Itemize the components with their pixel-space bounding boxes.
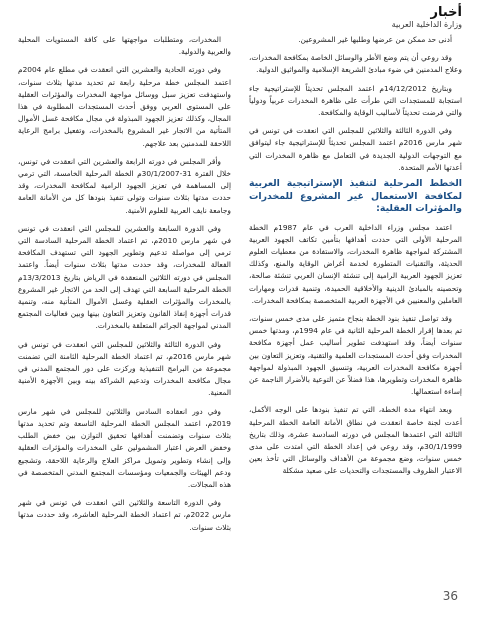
page-header [18,6,462,32]
article-columns [18,34,462,579]
paragraph: وقد تواصل تنفيذ بنود الخطة بنجاح متميز على مدى خمس سنوات، تم بعدها إقرار الخطة المرحلية الثانية في عام 1994م، ومدتها خمس سنوات أيضاً، وقد استهدفت تطوير أساليب عمل أجهزة مكافحة المخدرات وفق أحدث المستجدات العلمية والتقنية، وتعزيز التعاون بين أجهزة مكافحة المخدرات العربية، وتنسيق الجهود المبذولة لمواجهة ظاهرة المخدرات وتطويرها، هذا فضلاً عن التوعية بالأضرار الناجمة عن إساءة استعمالها. [249,313,462,397]
paragraph: وفي الدورة الثالثة والثلاثين للمجلس التي انعقدت في تونس في شهر مارس 2016م اعتمد المجلس تحديثاً للإستراتيجية جاء ليتوافق مع التوجهات الدولية الجديدة في التعامل مع ظاهرة المخدرات التي أعدتها الأمم المتحدة. [249,126,462,172]
paragraph: وفي الدورة السابعة والعشرين للمجلس التي انعقدت في تونس في شهر مارس 2010م، تم اعتماد الخطة المرحلية السادسة التي ترمي إلى مواصلة تدعيم وتطوير الجهود التي تستهدف المكافحة الفعالة للمخدرات، وقد حددت مدتها بثلاث سنوات أيضاً. واعتمد المجلس في دورته الثلاثين المنعقدة في الرياض بتاريخ 13/3/2013م الخطة المرحلية السابعة التي تهدف إلى الحد من الاتجار غير المشروع بالمخدرات والمؤثرات العقلية وغسل الأموال المتأتية منه، وتنمية قدرات أجهزة إنفاذ القانون وتعزيز التعاون بينها وبين فعاليات المجتمع المدني لمواجهة الجرائم المتعلقة بالمخدرات. [18,223,231,331]
paragraph: أدنى حد ممكن من عرضها وطلبها غير المشروعين. [298,35,452,44]
paragraph: وفي الدورة التاسعة والثلاثين التي انعقدت في تونس في شهر مارس 2022م، تم اعتماد الخطة المرحلية العاشرة، وقد حددت مدتها بثلاث سنوات. [18,498,231,532]
magazine-subtitle: وزارة الداخلية العربية [391,20,462,29]
paragraph: وفي دورته الحادية والعشرين التي انعقدت في مطلع عام 2004م اعتمد المجلس خطة مرحلية رابعة تم تحديد مدتها بثلاث سنوات، واستهدفت تعزيز سبل ووسائل مواجهة المخدرات والمؤثرات العقلية على المستوى العربي ووفق أحدث المستجدات المطلوبة في هذا المجال، وكذلك تعزيز الجهود المبذولة في مجال مكافحة غسل الأموال المتأتية من الاتجار غير المشروع بالمخدرات، وتفعيل برامج الرعاية اللاحقة للمدمنين بعد علاجهم. [18,65,231,148]
paragraph: وبعد انتهاء مدة الخطة، التي تم تنفيذ بنودها على الوجه الأكمل، أعدت لجنة خاصة انعقدت في نطاق الأمانة العامة الخطة المرحلية الثالثة التي اعتمدها المجلس في دورته السادسة عشرة، وذلك بتاريخ 30/1/1999م، وقد روعي في إعداد الخطة التي امتدت على مدى خمس سنوات، وضع مجموعة من الأهداف والوسائل التي تأخذ بعين الاعتبار الظروف والمستجدات والتحديات على صعيد مشكلة [249,405,462,476]
paragraph: وبتاريخ 14/12/2012م اعتمد المجلس تحديثاً للإستراتيجية جاء استجابة للمستجدات التي طرأت على ظاهرة المخدرات عربياً ودولياً والتي فرضت تحديثاً لأساليب الوقاية والمكافحة. [249,83,462,118]
left-column [18,34,231,579]
paragraph: اعتمد مجلس وزراء الداخلية العرب في عام 1987م الخطة المرحلية الأولى التي حددت أهدافها بتأمين تكاتف الجهود العربية المشتركة لمواجهة ظاهرة المخدرات، والاستفادة من معطيات العلوم الحديثة، والتقنيات المتطورة لخدمة أغراض الوقاية والمنع، وكذلك تعزيز الجهود العربية الرامية إلى تنشئة الإنسان العربي تنشئة صالحة، وتحصينه بالمبادئ الدينية والأخلاقية الحميدة، وتنمية قدرات ومهارات العاملين والمعنيين في الأجهزة العربية المتخصصة بمكافحة المخدرات. [249,222,462,305]
right-column [249,34,462,579]
paragraph: وقد روعي أن يتم وضع الأطر والوسائل الخاصة بمكافحة المخدرات، وعلاج المدمنين في ضوء مبادئ الشريعة الإسلامية والمواثيق الدولية. [249,53,462,75]
paragraph: المخدرات، ومتطلبات مواجهتها على كافة المستويات المحلية والعربية والدولية. [18,35,231,57]
paragraph: وفي دور انعقاده السادس والثلاثين للمجلس في شهر مارس 2019م، اعتمد المجلس الخطة المرحلية التاسعة وتم تحديد مدتها بثلاث سنوات وتضمنت أهدافها تحقيق التوازن بين خفض الطلب وخفض العرض اعتبار المشمولين على المخدرات والمؤثرات العقلية وإلى إنشاء وتطوير وتمويل مراكز العلاج والرعاية اللاحقة، وتشجيع ودعم الهيئات والجمعيات ومؤسسات المجتمع المدني المتخصصة في هذه المجالات. [18,406,231,489]
paragraph: وأقر المجلس في دورته الرابعة والعشرين التي انعقدت في تونس، خلال الفترة 31-30/1/2007م الخطة المرحلية الخامسة، التي ترمي إلى المساهمة في تعزيز الجهود الرامية لمكافحة المخدرات، وقد حددت مدتها بثلاث سنوات وتولى تنفيذ بنودها كل من الأمانة العامة وجامعة نايف العربية للعلوم الأمنية. [18,156,231,215]
section-heading: الخطط المرحلية لتنفيذ الإستراتيجية العربية لمكافحة الاستعمال غير المشروع للمخدرات والمؤثرات العقلية: [249,178,462,215]
magazine-title: أخبار [430,5,462,20]
paragraph: وفي الدورة الثالثة والثلاثين للمجلس التي انعقدت في تونس في شهر مارس 2016م، تم اعتماد الخطة المرحلية الثامنة التي تضمنت مجموعة من البرامج التنفيذية وركزت على دور المجتمع المدني في مجال مكافحة المخدرات وتدعيم الشراكة بينه وبين الأجهزة الأمنية المعنية. [18,339,231,398]
page-number: 36 [442,589,458,603]
